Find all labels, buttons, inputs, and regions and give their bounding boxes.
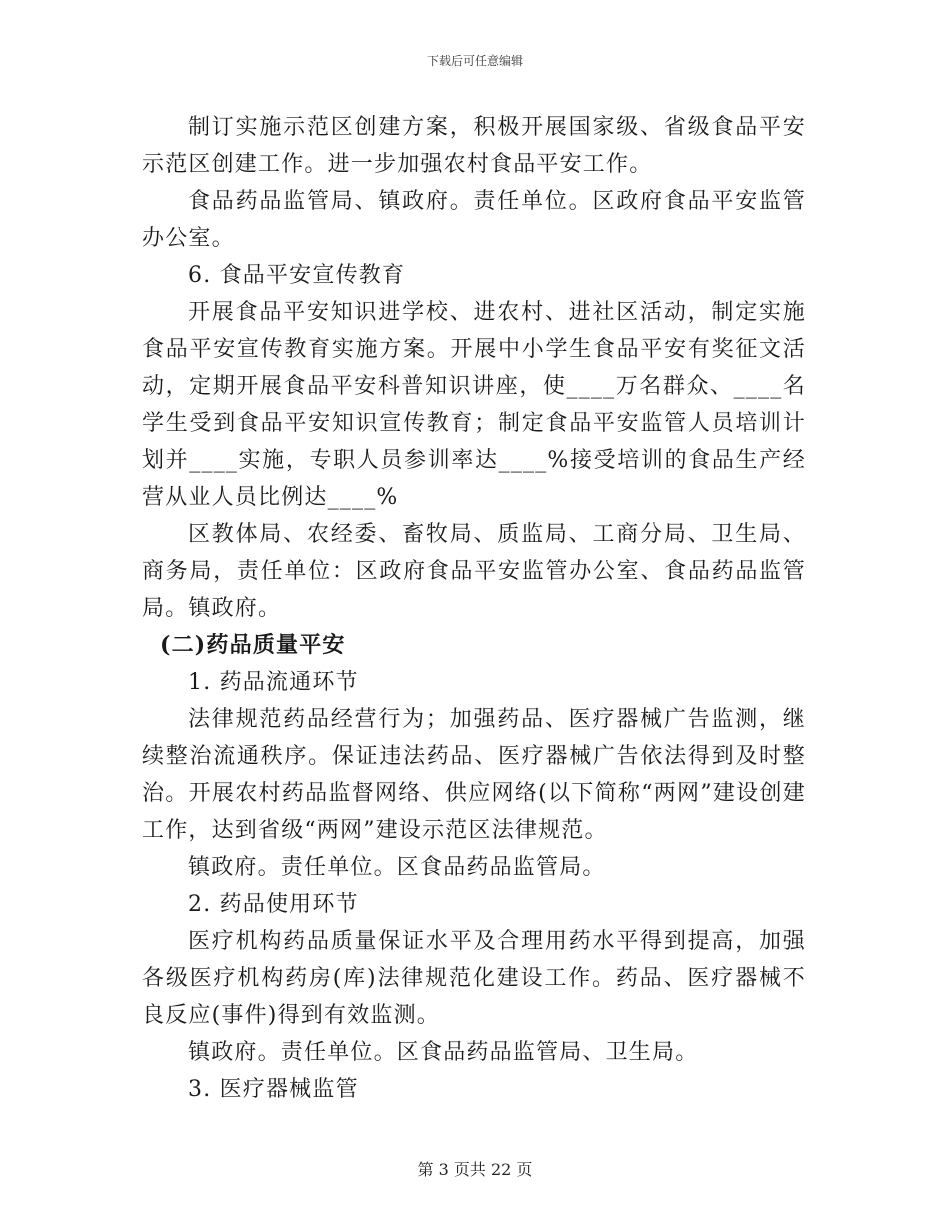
paragraph: 区教体局、农经委、畜牧局、质监局、工商分局、卫生局、商务局，责任单位：区政府食品平安监管办公室、食品药品监管局。镇政府。: [142, 522, 806, 621]
paragraph: 医疗机构药品质量保证水平及合理用药水平得到提高，加强各级医疗机构药房(库)法律规范化建设工作。药品、医疗器械不良反应(事件)得到有效监测。: [142, 929, 806, 1028]
paragraph: 食品药品监管局、镇政府。责任单位。区政府食品平安监管办公室。: [142, 189, 806, 251]
page-footer: 第 3 页共 22 页: [417, 1160, 533, 1179]
page-header: 下载后可任意编辑: [426, 54, 523, 68]
subheading: 3. 医疗器械监管: [188, 1077, 359, 1102]
paragraph: 开展食品平安知识进学校、进农村、进社区活动，制定实施食品平安宣传教育实施方案。开展中小学生食品平安有奖征文活动，定期开展食品平安科普知识讲座，使____万名群众、____名学生受到食品平安知识宣传教育；制定食品平安监管人员培训计划并____实施，专职人员参训率达____%接受培训的食品生产经营从业人员比例达____%: [142, 300, 806, 510]
paragraph: 法律规范药品经营行为；加强药品、医疗器械广告监测，继续整治流通秩序。保证违法药品、医疗器械广告依法得到及时整治。开展农村药品监督网络、供应网络(以下简称“两网”建设创建工作，达到省级“两网”建设示范区法律规范。: [142, 707, 806, 843]
subheading: 2. 药品使用环节: [188, 892, 359, 917]
section-heading: (二)药品质量平安: [160, 632, 346, 658]
paragraph: 制订实施示范区创建方案，积极开展国家级、省级食品平安示范区创建工作。进一步加强农村食品平安工作。: [142, 115, 806, 177]
document-body: [142, 109, 806, 1108]
paragraph: 镇政府。责任单位。区食品药品监管局。: [188, 855, 606, 880]
subheading: 1. 药品流通环节: [188, 670, 359, 695]
paragraph: 镇政府。责任单位。区食品药品监管局、卫生局。: [188, 1040, 699, 1065]
subheading: 6. 食品平安宣传教育: [188, 263, 406, 288]
